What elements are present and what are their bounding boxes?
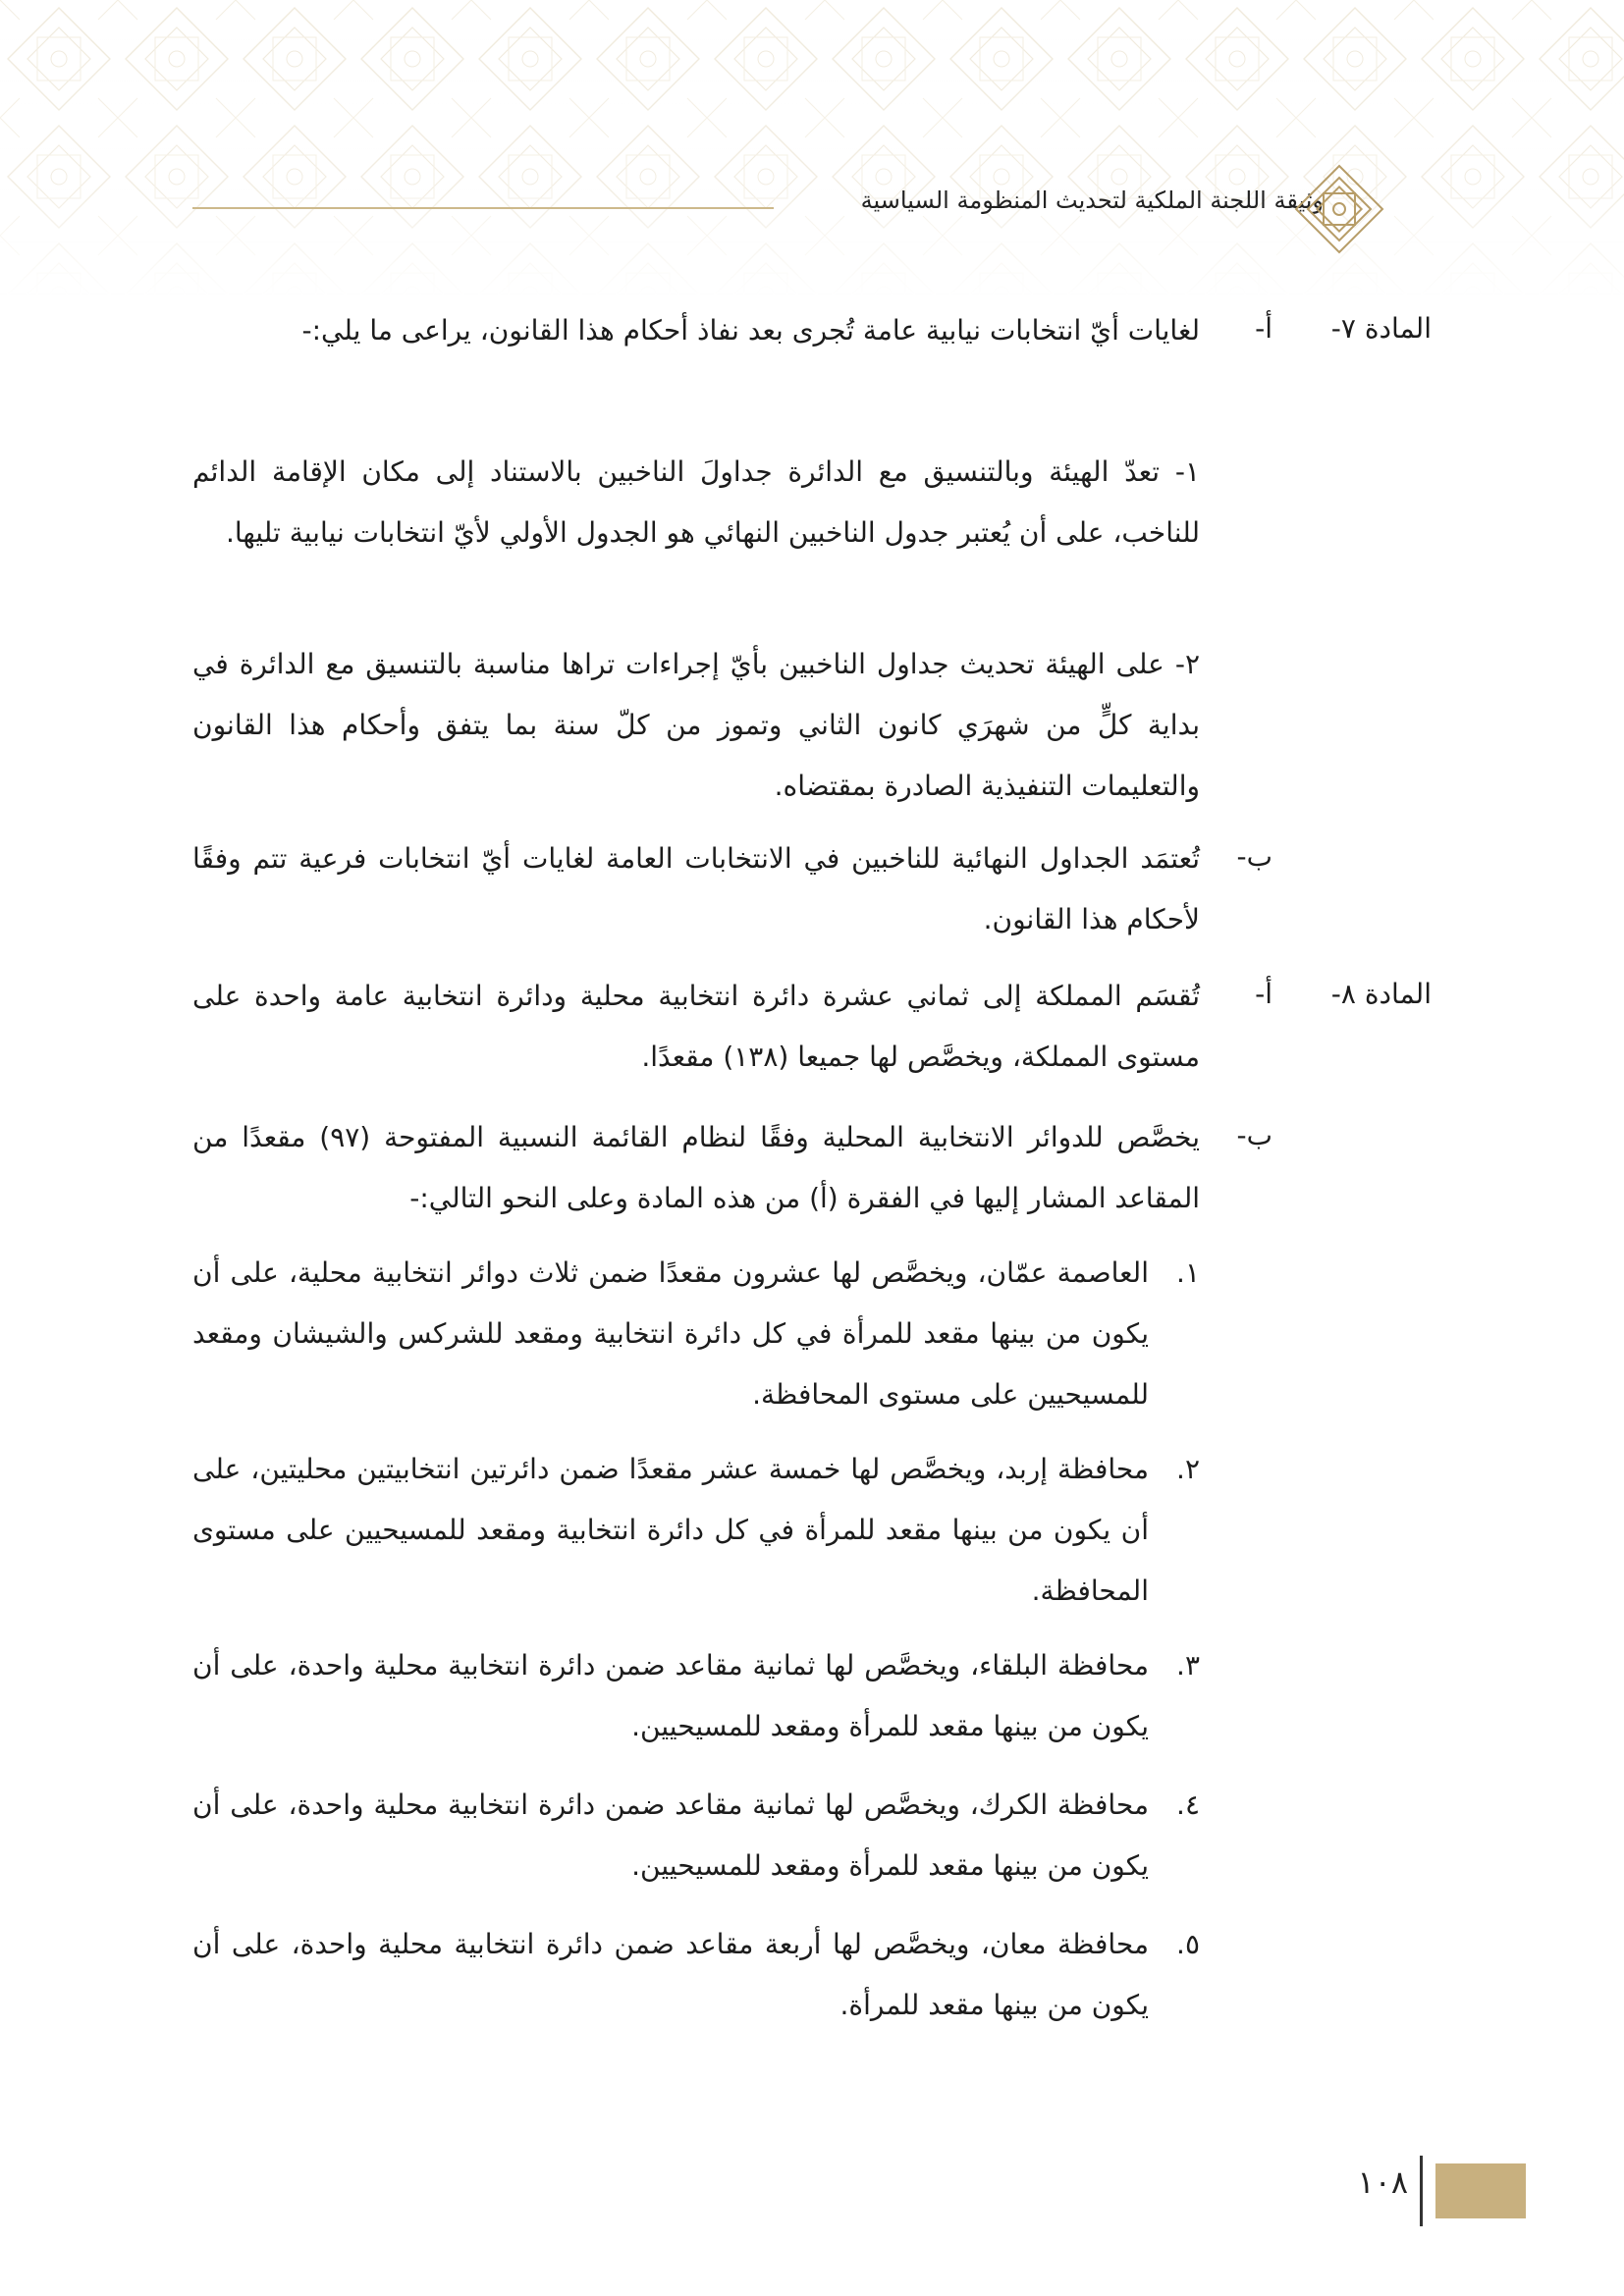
article-7-item-1-text: ١- تعدّ الهيئة وبالتنسيق مع الدائرة جداولَ الناخبين بالاستناد إلى مكان الإقامة الدائم للناخب، على أن يُعتبر جدول الناخبين النهائي هو الجدول الأولي لأيّ انتخابات نيابية تليها.: [192, 455, 1200, 549]
article-7-label: المادة ٧-: [1330, 312, 1432, 345]
page-number: ١٠٨: [1357, 2163, 1408, 2201]
article-7-letter-b: ب-: [1236, 840, 1272, 873]
article-8-item-3: [192, 1635, 1200, 1757]
page-separator: [1420, 2156, 1423, 2226]
article-8-letter-a: أ-: [1255, 978, 1272, 1010]
item-text: محافظة الكرك، ويخصَّص لها ثمانية مقاعد ضمن دائرة انتخابية محلية واحدة، على أن يكون من بينها مقعد للمرأة ومقعد للمسيحيين.: [192, 1789, 1149, 1882]
article-7-item-2-text: ٢- على الهيئة تحديث جداول الناخبين بأيّ إجراءات تراها مناسبة بالتنسيق مع الدائرة في بداية كلٍّ من شهرَي كانون الثاني وتموز من كلّ سنة بما يتفق وأحكام هذا القانون والتعليمات التنفيذية الصادرة بمقتضاه.: [192, 648, 1200, 802]
item-number: ٢.: [1176, 1453, 1200, 1485]
article-7-item-2: [192, 634, 1200, 817]
article-8-paragraph-b: يخصَّص للدوائر الانتخابية المحلية وفقًا لنظام القائمة النسبية المفتوحة (٩٧) مقعدًا من المقاعد المشار إليها في الفقرة (أ) من هذه المادة وعلى النحو التالي:-: [192, 1121, 1200, 1214]
header-rule: [192, 207, 774, 209]
article-7-paragraph-b: تُعتمَد الجداول النهائية للناخبين في الانتخابات العامة لغايات أيّ انتخابات فرعية تتم وفقًا لأحكام هذا القانون.: [192, 842, 1200, 935]
item-number: ٥.: [1176, 1928, 1200, 1960]
page-accent-bar: [1435, 2163, 1526, 2218]
article-8-label: المادة ٨-: [1330, 978, 1432, 1010]
article-7-letter-a: أ-: [1255, 312, 1272, 345]
article-8-paragraph-a: تُقسَم المملكة إلى ثماني عشرة دائرة انتخابية محلية ودائرة انتخابية عامة واحدة على مستوى المملكة، ويخصَّص لها جميعا (١٣٨) مقعدًا.: [192, 980, 1200, 1073]
emblem-icon: [1292, 162, 1386, 256]
article-8-item-1: [192, 1243, 1200, 1425]
item-text: محافظة معان، ويخصَّص لها أربعة مقاعد ضمن دائرة انتخابية محلية واحدة، على أن يكون من بينها مقعد للمرأة.: [192, 1928, 1149, 2021]
article-8-item-2: [192, 1439, 1200, 1622]
item-number: ١.: [1176, 1256, 1200, 1289]
item-text: محافظة إربد، ويخصَّص لها خمسة عشر مقعدًا ضمن دائرتين انتخابيتين محليتين، على أن يكون من بينها مقعد للمرأة في كل دائرة انتخابية ومقعد للمسيحيين على مستوى المحافظة.: [192, 1453, 1149, 1607]
article-7-item-1: [192, 442, 1200, 563]
article-8-item-4: [192, 1775, 1200, 1896]
item-text: محافظة البلقاء، ويخصَّص لها ثمانية مقاعد ضمن دائرة انتخابية محلية واحدة، على أن يكون من بينها مقعد للمرأة ومقعد للمسيحيين.: [192, 1649, 1149, 1742]
item-number: ٤.: [1176, 1789, 1200, 1821]
article-8-letter-b: ب-: [1236, 1119, 1272, 1151]
document-title: وثيقة اللجنة الملكية لتحديث المنظومة السياسية: [860, 187, 1324, 214]
article-7-paragraph-a: لغايات أيّ انتخابات نيابية عامة تُجرى بعد نفاذ أحكام هذا القانون، يراعى ما يلي:-: [301, 314, 1200, 347]
item-text: العاصمة عمّان، ويخصَّص لها عشرون مقعدًا ضمن ثلاث دوائر انتخابية محلية، على أن يكون من بينها مقعد للمرأة في كل دائرة انتخابية ومقعد للشركس والشيشان ومقعد للمسيحيين على مستوى المحافظة.: [192, 1256, 1149, 1411]
item-number: ٣.: [1176, 1649, 1200, 1682]
article-8-item-5: [192, 1914, 1200, 2036]
